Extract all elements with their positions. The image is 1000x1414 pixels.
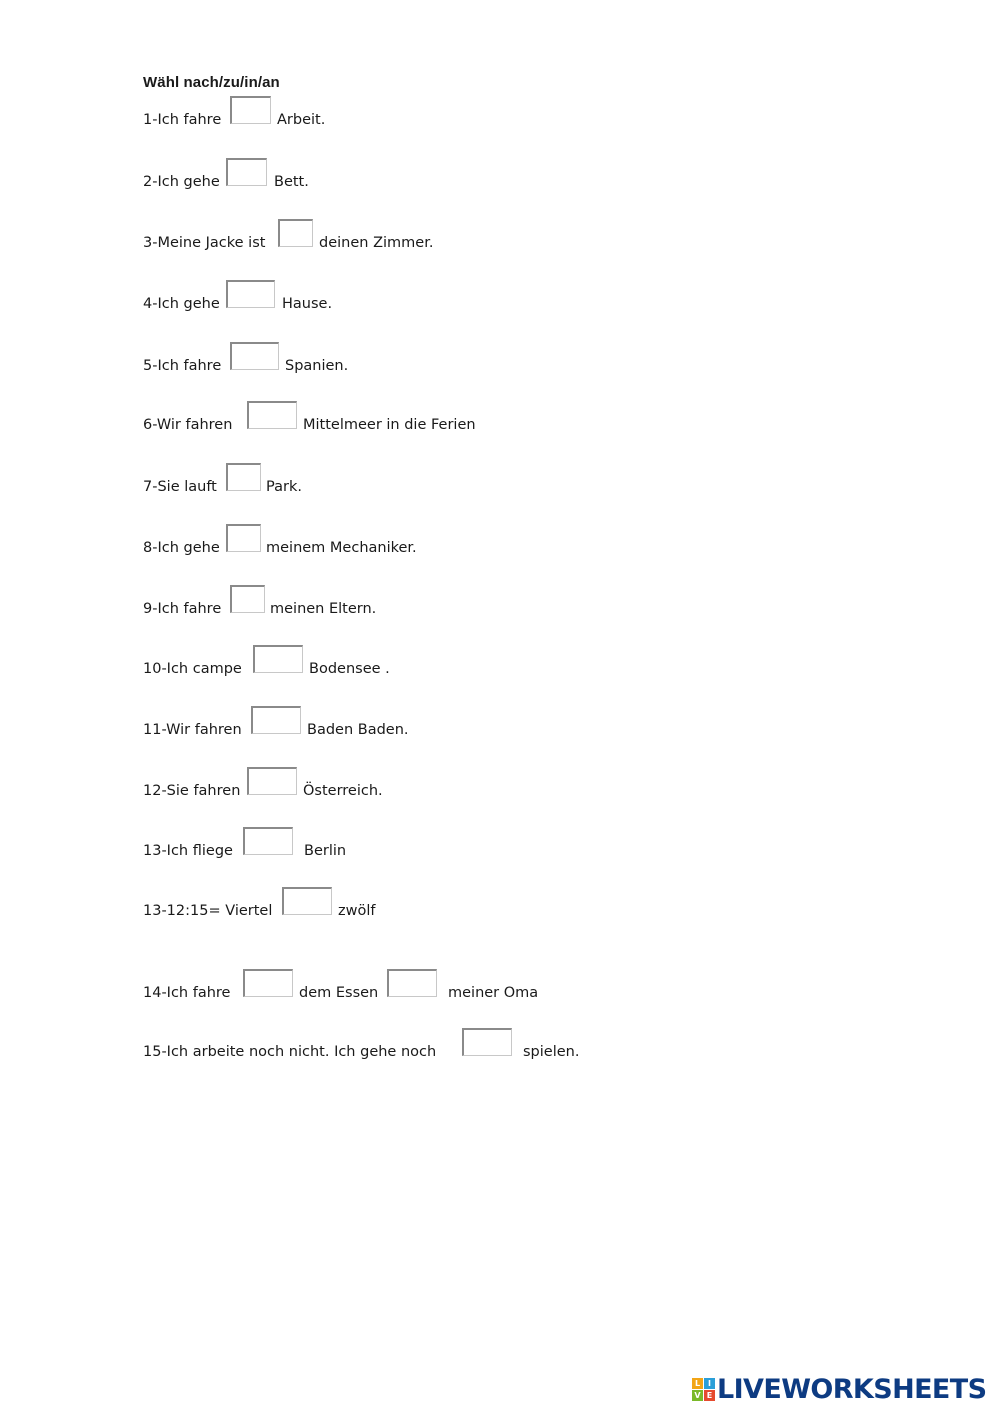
exercise-item xyxy=(143,536,463,560)
logo-wordmark: LIVEWORKSHEETS xyxy=(717,1374,987,1405)
exercise-item xyxy=(143,779,443,803)
exercise-item xyxy=(143,475,403,499)
item-prefix: 12-Sie fahren xyxy=(143,783,241,799)
item-prefix: 14-Ich fahre xyxy=(143,985,231,1001)
item-prefix: 7-Sie lauft xyxy=(143,479,217,495)
exercise-item xyxy=(143,899,423,923)
item-prefix: 10-Ich campe xyxy=(143,661,242,677)
item-suffix: Baden Baden. xyxy=(307,722,409,738)
answer-blank[interactable] xyxy=(230,96,271,124)
answer-blank[interactable] xyxy=(226,524,261,552)
item-suffix: meinem Mechaniker. xyxy=(266,540,417,556)
answer-blank[interactable] xyxy=(387,969,437,997)
liveworksheets-logo[interactable] xyxy=(692,1372,992,1408)
item-prefix: 13-12:15= Viertel xyxy=(143,903,273,919)
item-prefix: 9-Ich fahre xyxy=(143,601,222,617)
answer-blank[interactable] xyxy=(243,827,293,855)
item-suffix: meinen Eltern. xyxy=(270,601,377,617)
answer-blank[interactable] xyxy=(282,887,332,915)
answer-blank[interactable] xyxy=(226,158,267,186)
item-suffix: Park. xyxy=(266,479,302,495)
exercise-item xyxy=(143,981,563,1005)
exercise-item xyxy=(143,839,403,863)
item-prefix: 2-Ich gehe xyxy=(143,174,220,190)
exercise-item xyxy=(143,170,403,194)
exercise-item xyxy=(143,413,503,437)
item-suffix: deinen Zimmer. xyxy=(319,235,434,251)
answer-blank[interactable] xyxy=(251,706,301,734)
item-prefix: 5-Ich fahre xyxy=(143,358,222,374)
exercise-item xyxy=(143,657,443,681)
answer-blank[interactable] xyxy=(230,342,279,370)
item-prefix: 15-Ich arbeite noch nicht. Ich gehe noch xyxy=(143,1044,437,1060)
logo-mark-e: E xyxy=(704,1390,715,1401)
worksheet-title: Wähl nach/zu/in/an xyxy=(143,74,280,91)
item-prefix: 8-Ich gehe xyxy=(143,540,220,556)
logo-mark-l: L xyxy=(692,1378,703,1389)
answer-blank[interactable] xyxy=(462,1028,512,1056)
answer-blank[interactable] xyxy=(226,280,275,308)
logo-mark-i: I xyxy=(704,1378,715,1389)
answer-blank[interactable] xyxy=(243,969,293,997)
item-suffix: spielen. xyxy=(523,1044,580,1060)
item-prefix: 3-Meine Jacke ist xyxy=(143,235,266,251)
answer-blank[interactable] xyxy=(247,401,297,429)
item-suffix: meiner Oma xyxy=(448,985,539,1001)
logo-mark-v: V xyxy=(692,1390,703,1401)
exercise-item xyxy=(143,292,403,316)
exercise-item xyxy=(143,354,403,378)
item-middle: dem Essen xyxy=(299,985,379,1001)
answer-blank[interactable] xyxy=(253,645,303,673)
exercise-item xyxy=(143,718,443,742)
item-suffix: Arbeit. xyxy=(277,112,326,128)
item-suffix: Mittelmeer in die Ferien xyxy=(303,417,476,433)
exercise-item xyxy=(143,108,403,132)
exercise-item xyxy=(143,231,463,255)
answer-blank[interactable] xyxy=(278,219,313,247)
item-prefix: 6-Wir fahren xyxy=(143,417,233,433)
exercise-item xyxy=(143,1040,603,1064)
item-suffix: Österreich. xyxy=(303,783,383,799)
item-suffix: Bett. xyxy=(274,174,309,190)
answer-blank[interactable] xyxy=(247,767,297,795)
answer-blank[interactable] xyxy=(226,463,261,491)
logo-mark-icon xyxy=(692,1378,716,1402)
item-suffix: Berlin xyxy=(304,843,347,859)
item-suffix: Hause. xyxy=(282,296,333,312)
item-prefix: 4-Ich gehe xyxy=(143,296,220,312)
item-prefix: 1-Ich fahre xyxy=(143,112,222,128)
item-suffix: Spanien. xyxy=(285,358,349,374)
item-prefix: 13-Ich fliege xyxy=(143,843,233,859)
exercise-item xyxy=(143,597,443,621)
item-suffix: Bodensee . xyxy=(309,661,390,677)
item-suffix: zwölf xyxy=(338,903,376,919)
answer-blank[interactable] xyxy=(230,585,265,613)
item-prefix: 11-Wir fahren xyxy=(143,722,242,738)
